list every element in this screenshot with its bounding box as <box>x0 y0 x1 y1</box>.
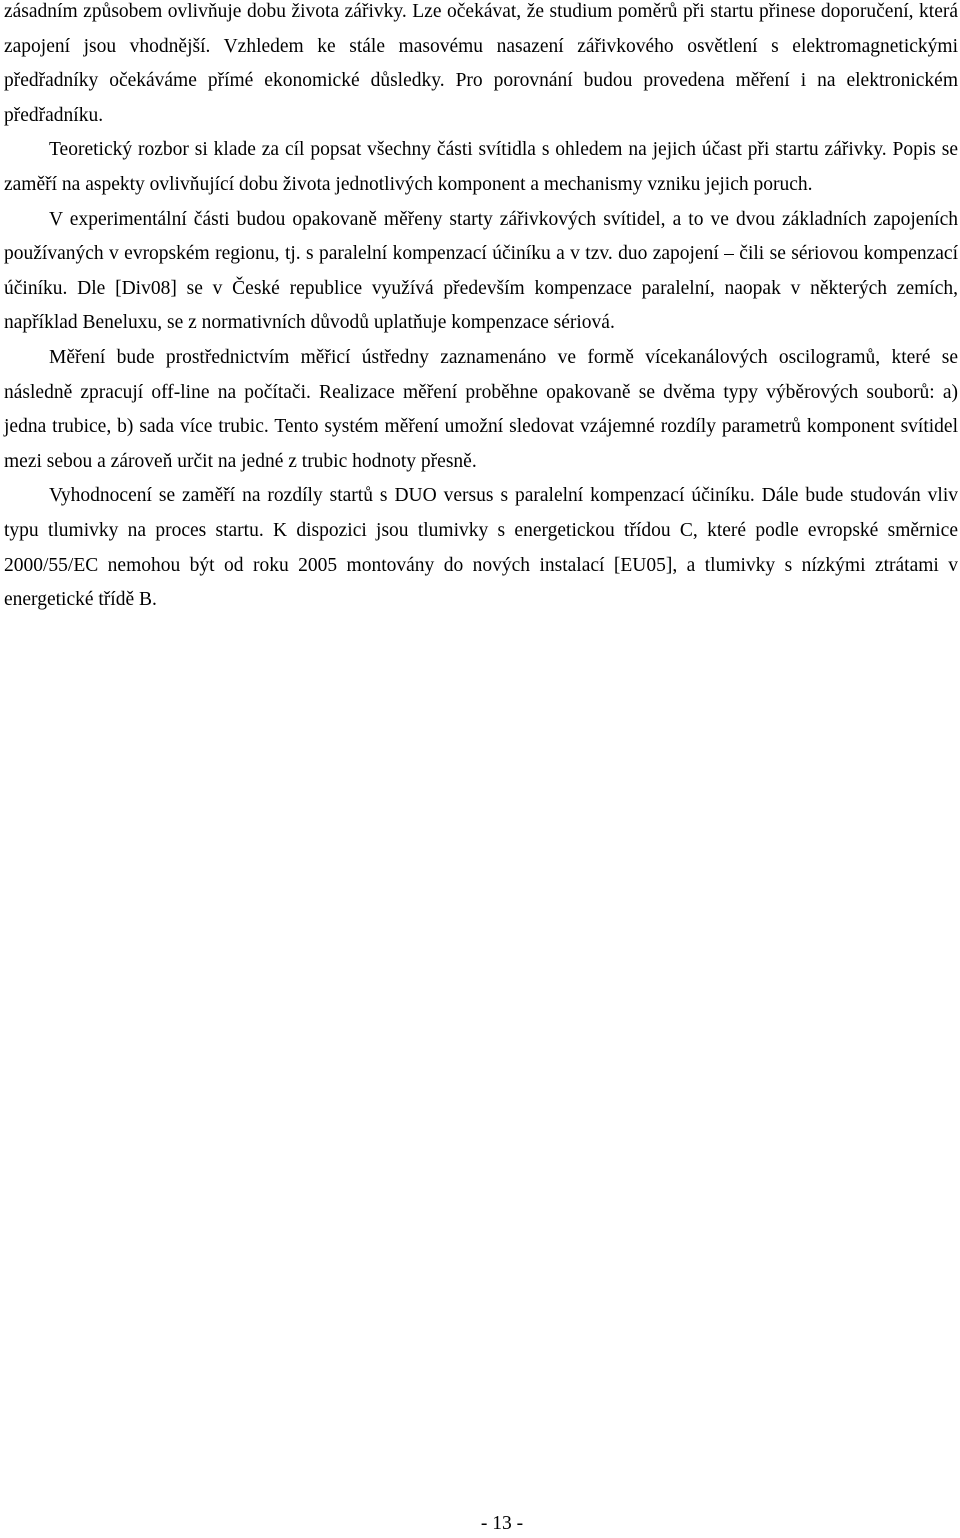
paragraph-theoretical-analysis: Teoretický rozbor si klade za cíl popsat všechny části svítidla s ohledem na jejich účast při startu zářivky. Popis se zaměří na aspekty ovlivňující dobu života jednotlivých komponent a mechanismy vzniku jejich poruch. <box>4 139 958 195</box>
paragraph-measurement: Měření bude prostřednictvím měřicí ústředny zaznamenáno ve formě vícekanálových oscilogramů, které se následně zpracují off-line na počítači. Realizace měření proběhne opakovaně se dvěma typy výběrových souborů: a) jedna trubice, b) sada více trubic. Tento systém měření umožní sledovat vzájemné rozdíly parametrů komponent svítidel mezi sebou a zároveň určit na jedné z trubic hodnoty přesně. <box>4 346 958 472</box>
paragraph-evaluation: Vyhodnocení se zaměří na rozdíly startů s DUO versus s paralelní kompenzací účiníku. Dále bude studován vliv typu tlumivky na proces startu. K dispozici jsou tlumivky s energetickou třídou C, které podle evropské směrnice 2000/55/EC nemohou být od roku 2005 montovány do nových instalací [EU05], a tlumivky s nízkými ztrátami v energetické třídě B. <box>4 485 958 611</box>
paragraph-experimental-part: V experimentální části budou opakovaně měřeny starty zářivkových svítidel, a to ve dvou základních zapojeních používaných v evropském regionu, tj. s paralelní kompenzací účiníku a v tzv. duo zapojení – čili se sériovou kompenzací účiníku. Dle [Div08] se v České republice využívá především kompenzace paralelní, naopak v některých zemích, například Beneluxu, se z normativních důvodů uplatňuje kompenzace sériová. <box>4 208 958 334</box>
paragraph-continuation: zásadním způsobem ovlivňuje dobu života zářivky. Lze očekávat, že studium poměrů při startu přinese doporučení, která zapojení jsou vhodnější. Vzhledem ke stále masovému nasazení zářivkového osvětlení s elektromagnetickými předřadníky očekáváme přímé ekonomické důsledky. Pro porovnání budou provedena měření i na elektronickém předřadníku. <box>4 1 958 126</box>
page-number: - 13 - <box>480 1513 524 1534</box>
document-page <box>4 0 958 618</box>
